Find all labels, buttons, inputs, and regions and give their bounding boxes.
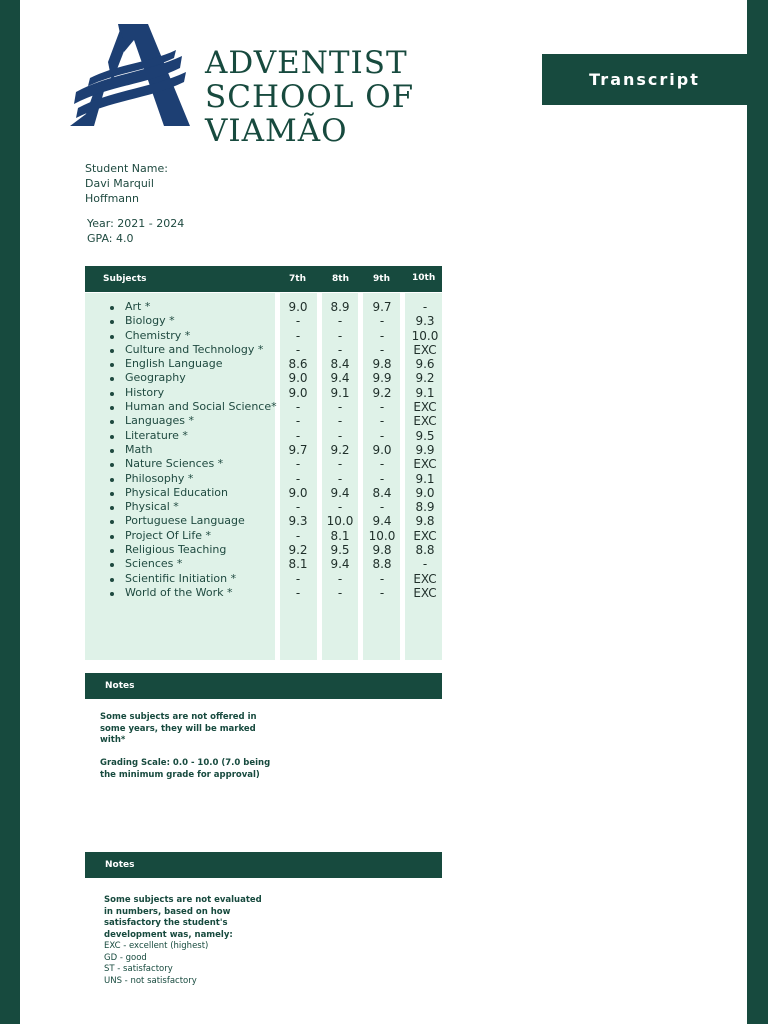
- grade-cell: 9.0: [372, 442, 392, 457]
- notes1-line1: Some subjects are not offered in: [100, 712, 257, 722]
- grade-cell: -: [379, 428, 385, 443]
- subject-item: Portuguese Language: [107, 514, 277, 528]
- subject-item: Human and Social Science*: [107, 400, 277, 414]
- grade-cell: -: [337, 428, 343, 443]
- grade-cell: -: [379, 328, 385, 343]
- subject-item: Languages *: [107, 414, 277, 428]
- subject-item: World of the Work *: [107, 586, 277, 600]
- subject-item: Math: [107, 443, 277, 457]
- grade-cell: 10.0: [368, 528, 396, 543]
- grade-cell: 8.4: [330, 357, 350, 372]
- grade-cell: -: [337, 471, 343, 486]
- subject-item: Biology *: [107, 314, 277, 328]
- gpa: GPA: 4.0: [87, 232, 134, 245]
- header-8th: 8th: [332, 274, 349, 284]
- subject-item: Sciences *: [107, 557, 277, 571]
- subject-item: Geography: [107, 371, 277, 385]
- grade-cell: -: [295, 414, 301, 429]
- subject-item: Scientific Initiation *: [107, 572, 277, 586]
- grade-cell: -: [295, 585, 301, 600]
- grade-cell: -: [379, 314, 385, 329]
- grade-cell: 8.9: [330, 300, 350, 314]
- header-9th: 9th: [373, 274, 390, 284]
- subjects-list: [107, 300, 277, 600]
- grade-cell: 8.4: [372, 485, 392, 500]
- school-name-line2: SCHOOL OF: [205, 79, 415, 115]
- notes1-line2: some years, they will be marked: [100, 723, 256, 734]
- student-name-line2: Hoffmann: [85, 192, 139, 205]
- grade-cell: 10.0: [411, 328, 439, 343]
- grade-cell: 9.9: [372, 371, 392, 386]
- subject-item: Physical *: [107, 500, 277, 514]
- grade-cell: -: [295, 528, 301, 543]
- grades-9th: [364, 300, 400, 600]
- notes2-line4: development was, namely:: [104, 929, 233, 940]
- grade-cell: -: [295, 428, 301, 443]
- grade-cell: EXC: [413, 400, 437, 415]
- transcript-label: Transcript: [589, 70, 700, 89]
- grade-cell: 10.0: [326, 514, 354, 529]
- grade-cell: 9.0: [288, 385, 308, 400]
- school-name-line1: ADVENTIST: [205, 45, 408, 81]
- grade-cell: 9.0: [288, 485, 308, 500]
- notes-title-2: Notes: [105, 860, 135, 870]
- subject-item: Literature *: [107, 429, 277, 443]
- grades-7th: [280, 300, 316, 600]
- grade-cell: -: [422, 557, 428, 572]
- grade-cell: -: [337, 414, 343, 429]
- transcript-badge: [542, 54, 747, 105]
- notes2-line2: in numbers, based on how: [104, 906, 231, 917]
- grade-cell: -: [337, 585, 343, 600]
- grade-cell: 9.2: [415, 371, 435, 386]
- grade-cell: -: [337, 500, 343, 515]
- subject-item: Religious Teaching: [107, 543, 277, 557]
- grade-cell: -: [337, 571, 343, 586]
- grade-cell: 8.8: [372, 557, 392, 572]
- grade-cell: 9.8: [372, 357, 392, 372]
- grade-cell: -: [295, 571, 301, 586]
- grade-cell: 8.9: [415, 500, 435, 515]
- subject-item: Philosophy *: [107, 472, 277, 486]
- subject-item: English Language: [107, 357, 277, 371]
- grade-cell: 9.7: [372, 300, 392, 314]
- grade-cell: 9.1: [415, 471, 435, 486]
- grade-cell: 9.0: [288, 371, 308, 386]
- grade-cell: -: [337, 400, 343, 415]
- scale-gd: GD - good: [104, 952, 147, 963]
- scale-st: ST - satisfactory: [104, 964, 173, 974]
- grade-cell: EXC: [413, 571, 437, 586]
- grade-cell: -: [295, 400, 301, 415]
- grade-cell: 9.3: [415, 314, 435, 329]
- subject-item: Chemistry *: [107, 329, 277, 343]
- header-10th: 10th: [412, 273, 436, 283]
- grade-cell: -: [295, 314, 301, 329]
- grade-cell: 9.9: [415, 442, 435, 457]
- grade-cell: 9.7: [288, 442, 308, 457]
- table-header: [85, 266, 442, 292]
- notes-title-1: Notes: [105, 681, 135, 691]
- student-info: [85, 161, 205, 206]
- notes1-line3: with*: [100, 735, 126, 745]
- grade-cell: 9.1: [330, 385, 350, 400]
- student-name-label: Student Name:: [85, 162, 168, 175]
- student-name-line1: Davi Marquil: [85, 177, 154, 190]
- grade-cell: EXC: [413, 585, 437, 600]
- grade-cell: -: [295, 457, 301, 472]
- grade-cell: 8.1: [330, 528, 350, 543]
- grade-cell: -: [337, 328, 343, 343]
- school-name: [205, 46, 414, 148]
- scale-uns: UNS - not satisfactory: [104, 975, 197, 986]
- grade-cell: EXC: [413, 528, 437, 543]
- notes2-line1: Some subjects are not evaluated: [104, 895, 262, 905]
- notes1-line5: the minimum grade for approval): [100, 769, 260, 780]
- grade-cell: -: [379, 500, 385, 515]
- grade-cell: 9.0: [288, 300, 308, 314]
- grade-cell: -: [379, 585, 385, 600]
- grade-cell: 9.4: [372, 514, 392, 529]
- grade-cell: 9.3: [288, 514, 308, 529]
- notes1-line4: Grading Scale: 0.0 - 10.0 (7.0 being: [100, 758, 271, 768]
- right-border: [747, 0, 768, 1024]
- grade-cell: -: [295, 342, 301, 357]
- grade-cell: -: [295, 500, 301, 515]
- grade-cell: -: [379, 414, 385, 429]
- grade-cell: 9.1: [415, 385, 435, 400]
- scale-exc: EXC - excellent (highest): [104, 941, 209, 951]
- notes2-line3: satisfactory the student's: [104, 918, 228, 928]
- header-7th: 7th: [289, 274, 306, 284]
- grade-cell: -: [379, 457, 385, 472]
- grade-cell: -: [337, 342, 343, 357]
- grade-cell: 9.8: [372, 543, 392, 558]
- notes-header-2: [85, 852, 442, 878]
- notes-body-2: [104, 895, 262, 987]
- grade-cell: -: [379, 342, 385, 357]
- subject-item: Nature Sciences *: [107, 457, 277, 471]
- grade-cell: -: [379, 400, 385, 415]
- grade-cell: -: [295, 471, 301, 486]
- grade-cell: 9.4: [330, 557, 350, 572]
- grade-cell: -: [337, 314, 343, 329]
- grade-cell: -: [337, 457, 343, 472]
- grades-8th: [322, 300, 358, 600]
- grade-cell: EXC: [413, 457, 437, 472]
- grade-cell: 8.8: [415, 543, 435, 558]
- subject-item: Art *: [107, 300, 277, 314]
- notes-header-1: [85, 673, 442, 699]
- grade-cell: EXC: [413, 342, 437, 357]
- grade-cell: -: [295, 328, 301, 343]
- grade-cell: 9.2: [288, 543, 308, 558]
- school-name-line3: VIAMÃO: [205, 113, 348, 149]
- grade-cell: -: [379, 571, 385, 586]
- subject-item: Physical Education: [107, 486, 277, 500]
- grade-cell: 9.4: [330, 485, 350, 500]
- grade-cell: 8.6: [288, 357, 308, 372]
- subject-item: Project Of Life *: [107, 529, 277, 543]
- grade-cell: 9.2: [372, 385, 392, 400]
- grade-cell: 8.1: [288, 557, 308, 572]
- grade-cell: 9.5: [330, 543, 350, 558]
- notes-body-1: [100, 712, 270, 781]
- year-range: Year: 2021 - 2024: [87, 217, 185, 230]
- grade-cell: 9.0: [415, 485, 435, 500]
- grade-cell: 9.6: [415, 357, 435, 372]
- grade-cell: -: [379, 471, 385, 486]
- grade-cell: -: [422, 300, 428, 314]
- grade-cell: 9.2: [330, 442, 350, 457]
- left-border: [0, 0, 20, 1024]
- subject-item: Culture and Technology *: [107, 343, 277, 357]
- grade-cell: 9.5: [415, 428, 435, 443]
- school-logo: [68, 22, 192, 130]
- year-gpa: [87, 216, 184, 246]
- grades-10th: [407, 300, 443, 600]
- subjects-header: Subjects: [103, 274, 147, 284]
- grade-cell: EXC: [413, 414, 437, 429]
- grade-cell: 9.4: [330, 371, 350, 386]
- grade-cell: 9.8: [415, 514, 435, 529]
- subject-item: History: [107, 386, 277, 400]
